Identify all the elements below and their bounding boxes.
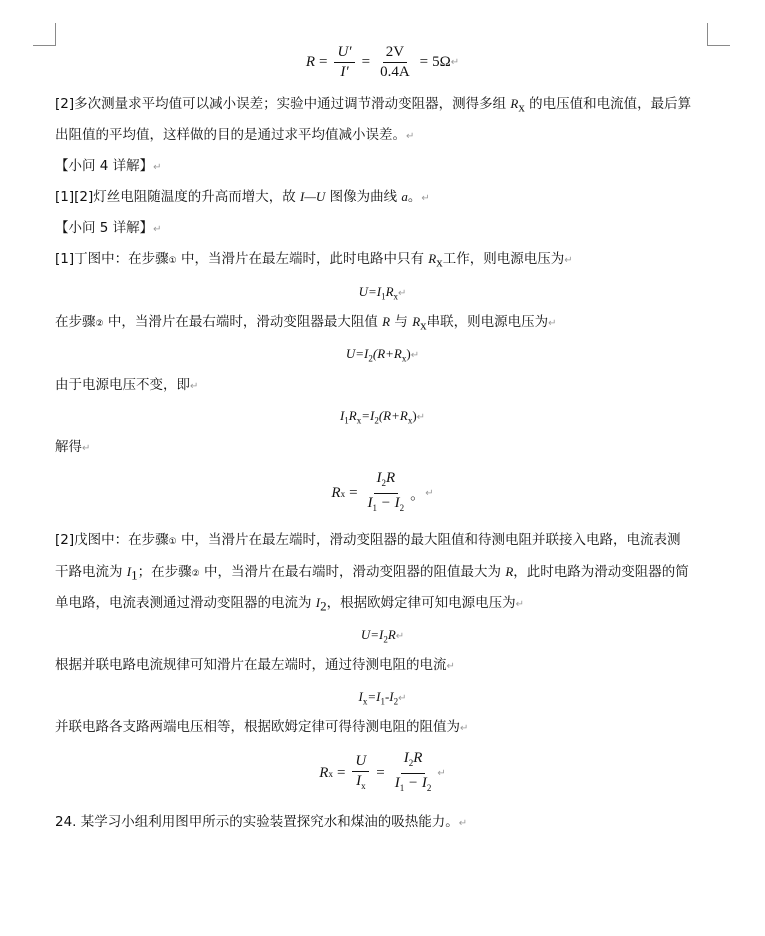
var: I: [315, 595, 321, 610]
paragraph-line: [55, 188, 430, 208]
text: 串联，则电源电压为: [426, 314, 549, 330]
text: ，此时电路为滑动变阻器的简: [513, 564, 689, 580]
text: 干路电流为: [55, 564, 127, 580]
eq-sign: =: [361, 54, 371, 70]
return-mark-icon: ↵: [190, 381, 199, 392]
text: 中，当滑片在最右端时，滑动变阻器的阻值最大为: [199, 564, 506, 580]
question-24: [55, 813, 467, 833]
eq-text: -I: [384, 689, 394, 704]
return-mark-icon: ↵: [82, 443, 91, 454]
return-mark-icon: ↵: [398, 288, 407, 299]
var: R: [412, 314, 421, 329]
paragraph-line: [55, 531, 681, 551]
sub: x: [436, 254, 443, 270]
fraction: [352, 753, 369, 795]
eq-sign: =: [319, 54, 328, 70]
equation-7: [0, 750, 765, 797]
paragraph-line: [55, 656, 455, 676]
return-mark-icon: ↵: [458, 818, 468, 829]
paragraph-line: [55, 313, 557, 335]
var: a: [401, 189, 408, 204]
text: I: [356, 772, 362, 789]
eq-var: R: [319, 765, 329, 781]
sub: 2: [399, 503, 405, 513]
eq-text: R: [348, 408, 357, 423]
text: 【小问 5 详解】: [55, 220, 154, 236]
paragraph-line: [55, 126, 414, 146]
fraction-denominator: 0.4A: [380, 64, 410, 80]
return-mark-icon: ↵: [515, 599, 525, 610]
heading-subquestion-5: [55, 219, 162, 239]
paragraph-line: [55, 250, 573, 272]
text: 并联电路各支路两端电压相等，根据欧姆定律可得待测电阻的阻值为: [55, 719, 460, 735]
equation-2: [0, 345, 765, 368]
text: I: [394, 775, 400, 791]
text: 中，当滑片在最左端时，此时电路中只有: [176, 251, 429, 267]
text: 出阻值的平均值，这样做的目的是通过求平均值减小误差。: [55, 127, 406, 143]
return-mark-icon: ↵: [446, 661, 455, 672]
eq-text: ): [406, 346, 411, 361]
text: [1][2]灯丝电阻随温度的升高而增大，故: [55, 189, 301, 205]
text: − I: [404, 775, 427, 791]
text: 。: [407, 189, 422, 205]
text: 中，当滑片在最左端时，滑动变阻器的最大阻值和待测电阻并联接入电路，电流表测: [176, 532, 681, 548]
paragraph-line: [55, 438, 90, 458]
sub: x: [407, 415, 413, 426]
sub: 1: [131, 567, 138, 583]
sub: 1: [380, 696, 385, 707]
fraction-numerator: U′: [334, 44, 354, 63]
return-mark-icon: ↵: [410, 350, 420, 361]
eq-text: =I: [361, 408, 375, 423]
return-mark-icon: ↵: [425, 488, 434, 499]
step-mark: ①: [168, 256, 177, 266]
text: I: [403, 750, 409, 766]
text: 的电压值和电流值，最后算: [524, 96, 692, 112]
eq-text: R: [387, 627, 396, 642]
return-mark-icon: ↵: [416, 412, 426, 423]
fraction-numerator: [374, 470, 399, 494]
equation-1: [0, 283, 765, 306]
page-corner-top-right: [707, 23, 730, 46]
fraction-numerator: [401, 750, 426, 774]
paragraph-line: [55, 563, 689, 585]
fraction-denominator: [353, 772, 369, 795]
sub: 2: [426, 783, 432, 793]
equation-4: [0, 470, 765, 517]
eq-text: I: [339, 408, 345, 423]
eq-var: R: [305, 54, 315, 70]
text: 由于电源电压不变，即: [55, 377, 190, 393]
text: 工作，则电源电压为: [442, 251, 565, 267]
sub: 1: [399, 783, 405, 793]
text: R: [386, 470, 396, 486]
text: ，根据欧姆定律可知电源电压为: [326, 595, 516, 611]
sub: 2: [374, 415, 379, 426]
page-corner-top-left: [33, 23, 56, 46]
eq-text: I: [358, 689, 363, 704]
eq-sign: =: [376, 765, 385, 781]
fraction: [334, 44, 354, 81]
text: 24. 某学习小组利用图甲所示的实验装置探究水和煤油的吸热能力。: [55, 814, 459, 830]
var: R: [382, 314, 391, 329]
var: I: [126, 564, 132, 579]
return-mark-icon: ↵: [450, 57, 460, 68]
paragraph-line: [55, 376, 198, 396]
eq-sign: =: [336, 765, 346, 781]
sub: x: [401, 353, 407, 364]
sub: 1: [381, 291, 386, 302]
equation-3: [0, 407, 765, 430]
heading-subquestion-4: [55, 157, 162, 177]
step-mark: ②: [191, 569, 200, 579]
text: I: [376, 470, 382, 486]
eq-text: (R+R: [372, 346, 402, 361]
sub: x: [393, 291, 399, 302]
var: R: [510, 96, 519, 111]
equation-6: [0, 688, 765, 711]
sub: x: [518, 99, 525, 115]
equation-5: [0, 626, 765, 649]
sub: 1: [372, 503, 378, 513]
sub: x: [362, 696, 368, 707]
var: R: [428, 251, 437, 266]
text: [2]戊图中：在步骤: [55, 532, 169, 548]
paragraph-line: [55, 95, 691, 117]
eq-sign: =: [419, 54, 429, 70]
return-mark-icon: ↵: [395, 631, 405, 642]
sub: 2: [320, 598, 327, 614]
text: [1]丁图中：在步骤: [55, 251, 169, 267]
fraction: [392, 750, 435, 797]
text: 解得: [55, 439, 82, 455]
text: 图像为曲线: [325, 189, 402, 205]
sub: 2: [393, 696, 399, 707]
text: R: [413, 750, 423, 766]
sub: x: [340, 488, 346, 499]
paragraph-line: [55, 594, 524, 616]
sub: x: [356, 415, 362, 426]
text: ；在步骤: [137, 564, 192, 580]
sub: 2: [408, 758, 414, 768]
eq-text: =I: [367, 689, 381, 704]
sub: 2: [368, 353, 373, 364]
eq-text: R: [385, 284, 394, 299]
eq-text: U=I: [360, 627, 384, 642]
step-mark: ②: [95, 319, 104, 329]
text: 单电路，电流表测通过滑动变阻器的电流为: [55, 595, 316, 611]
fraction-numerator: U: [352, 753, 369, 772]
step-mark: ①: [168, 537, 177, 547]
text: 中，当滑片在最右端时，滑动变阻器最大阻值: [103, 314, 383, 330]
eq-var: R: [331, 485, 341, 501]
fraction: [365, 470, 408, 517]
return-mark-icon: ↵: [564, 255, 573, 266]
text: 与: [390, 314, 413, 330]
text: 在步骤: [55, 314, 96, 330]
sub: 1: [344, 415, 349, 426]
sub: x: [420, 317, 427, 333]
var: I—U: [300, 189, 326, 204]
eq-result: 5Ω: [432, 54, 451, 70]
fraction-numerator: 2V: [383, 44, 407, 63]
sub: 2: [383, 634, 388, 645]
eq-text: U=I: [345, 346, 369, 361]
text: 根据并联电路电流规律可知滑片在最左端时，通过待测电阻的电流: [55, 657, 447, 673]
paragraph-line: [55, 718, 468, 738]
fraction-denominator: [365, 494, 408, 517]
eq-sign: =: [349, 485, 358, 501]
return-mark-icon: ↵: [460, 723, 469, 734]
return-mark-icon: ↵: [153, 224, 162, 235]
eq-tail: 。: [410, 487, 426, 503]
text: 【小问 4 详解】: [55, 158, 154, 174]
fraction: [377, 44, 413, 81]
var: R: [505, 564, 514, 579]
text: − I: [377, 495, 400, 511]
sub: x: [361, 780, 366, 791]
eq-text: ): [412, 408, 417, 423]
text: I: [367, 495, 373, 511]
return-mark-icon: ↵: [548, 318, 557, 329]
text: [2]多次测量求平均值可以减小误差；实验中通过调节滑动变阻器，测得多组: [55, 96, 511, 112]
return-mark-icon: ↵: [153, 162, 162, 173]
fraction-denominator: [392, 774, 435, 797]
fraction-denominator: I′: [340, 64, 349, 80]
return-mark-icon: ↵: [398, 693, 407, 704]
sub: x: [328, 768, 333, 779]
return-mark-icon: ↵: [406, 131, 415, 142]
return-mark-icon: ↵: [421, 193, 430, 204]
eq-text: (R+R: [378, 408, 408, 423]
eq-text: U=I: [358, 284, 382, 299]
return-mark-icon: ↵: [437, 768, 446, 779]
equation-resistance-result: [0, 44, 765, 81]
sub: 2: [381, 478, 387, 488]
